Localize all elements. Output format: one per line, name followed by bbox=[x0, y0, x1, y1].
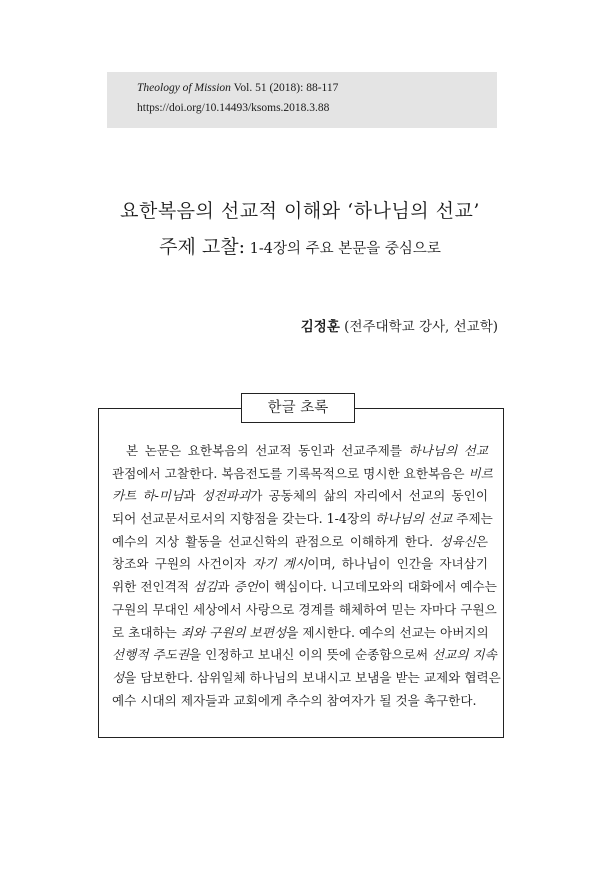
journal-citation bbox=[137, 82, 338, 94]
abstract-text-segment: 주제는 bbox=[452, 511, 493, 527]
paper-title-line1: 요한복음의 선교적 이해와 ‘하나님의 선교’ bbox=[120, 200, 480, 222]
abstract-line bbox=[112, 622, 488, 645]
abstract-emphasis: 선교의 지속 bbox=[432, 647, 497, 663]
abstract-line bbox=[112, 576, 497, 599]
abstract-emphasis: 선행적 주도권 bbox=[112, 647, 189, 663]
abstract-emphasis: 하나님의 선교 bbox=[408, 443, 488, 458]
abstract-text-segment: 본 논문은 요한복음의 선교적 동인과 선교주제를 bbox=[126, 443, 409, 458]
abstract-text-segment: 을 담보한다. 삼위일체 하나님의 보내시고 보냄을 받는 교제와 협력은 bbox=[124, 669, 501, 685]
journal-name: Theology of Mission bbox=[137, 82, 231, 94]
abstract-text-segment: 로 초대하는 bbox=[112, 624, 181, 640]
abstract-line bbox=[112, 508, 493, 531]
paper-subtitle: 1-4장의 주요 본문을 중심으로 bbox=[244, 241, 441, 257]
abstract-text-segment: 을 인정하고 보내신 이의 뜻에 순종함으로써 bbox=[189, 647, 432, 663]
abstract-line bbox=[112, 485, 488, 508]
abstract-text-segment: 위한 전인격적 bbox=[112, 579, 193, 595]
journal-volume: Vol. 51 (2018): 88-117 bbox=[230, 82, 339, 94]
abstract-emphasis: 성육신 bbox=[439, 533, 476, 549]
abstract-line bbox=[112, 531, 488, 554]
abstract-text-segment: 관점에서 고찰한다. 복음전도를 기록목적으로 명시한 요한복음은 bbox=[112, 465, 469, 481]
abstract-emphasis: 카트 하-미님 bbox=[112, 488, 184, 504]
abstract-text-segment: 되어 선교문서로서의 지향점을 갖는다. 1-4장의 bbox=[112, 511, 376, 527]
abstract-line bbox=[112, 599, 497, 622]
abstract-text-segment: 은 bbox=[475, 533, 488, 549]
paper-title-main: 주제 고찰: bbox=[159, 236, 245, 258]
abstract-emphasis: 하나님의 선교 bbox=[375, 511, 453, 527]
abstract-line bbox=[112, 644, 497, 667]
abstract-emphasis: 섬김 bbox=[193, 579, 218, 595]
abstract-text-segment: 예수의 지상 활동을 선교신학의 관점으로 이해하게 한다. bbox=[112, 533, 440, 549]
abstract-text-segment: 창조와 구원의 사건이자 bbox=[112, 556, 253, 572]
abstract-emphasis: 죄와 구원의 보편성 bbox=[180, 624, 287, 640]
abstract-text-segment: 예수 시대의 제자들과 교회에게 추수의 참여자가 될 것을 촉구한다. bbox=[112, 692, 477, 708]
abstract-emphasis: 비르 bbox=[468, 465, 493, 481]
abstract-line bbox=[112, 690, 488, 713]
paper-title-line2 bbox=[0, 232, 600, 259]
abstract-text bbox=[112, 440, 501, 712]
abstract-line bbox=[112, 440, 488, 463]
abstract-line bbox=[112, 463, 493, 486]
author-affiliation: (전주대학교 강사, 선교학) bbox=[339, 319, 498, 335]
abstract-text-segment: 과 bbox=[217, 579, 234, 595]
abstract-text-segment: 이며, 하나님이 인간을 자녀삼기 bbox=[307, 556, 489, 572]
abstract-text-segment: 구원의 무대인 세상에서 사랑으로 경계를 해체하여 믿는 자마다 구원으 bbox=[112, 601, 497, 617]
abstract-line bbox=[112, 667, 501, 690]
doi-link[interactable]: https://doi.org/10.14493/ksoms.2018.3.88 bbox=[137, 102, 330, 114]
abstract-text-segment: 을 제시한다. 예수의 선교는 아버지의 bbox=[286, 624, 489, 640]
journal-info-box bbox=[107, 72, 497, 128]
author-line bbox=[301, 315, 498, 335]
abstract-emphasis: 성 bbox=[112, 669, 125, 685]
abstract-emphasis: 성전파괴 bbox=[201, 488, 251, 504]
abstract-line bbox=[112, 553, 488, 576]
abstract-emphasis: 자기 계시 bbox=[252, 556, 308, 572]
author-name: 김정훈 bbox=[300, 319, 340, 335]
abstract-text-segment: 가 공동체의 삶의 자리에서 선교의 동인이 bbox=[250, 488, 488, 504]
abstract-text-segment: 과 bbox=[183, 488, 202, 504]
abstract-label: 한글 초록 bbox=[241, 393, 355, 423]
abstract-text-segment: 이 핵심이다. 니고데모와의 대화에서 예수는 bbox=[257, 579, 497, 595]
abstract-emphasis: 증언 bbox=[233, 579, 258, 595]
